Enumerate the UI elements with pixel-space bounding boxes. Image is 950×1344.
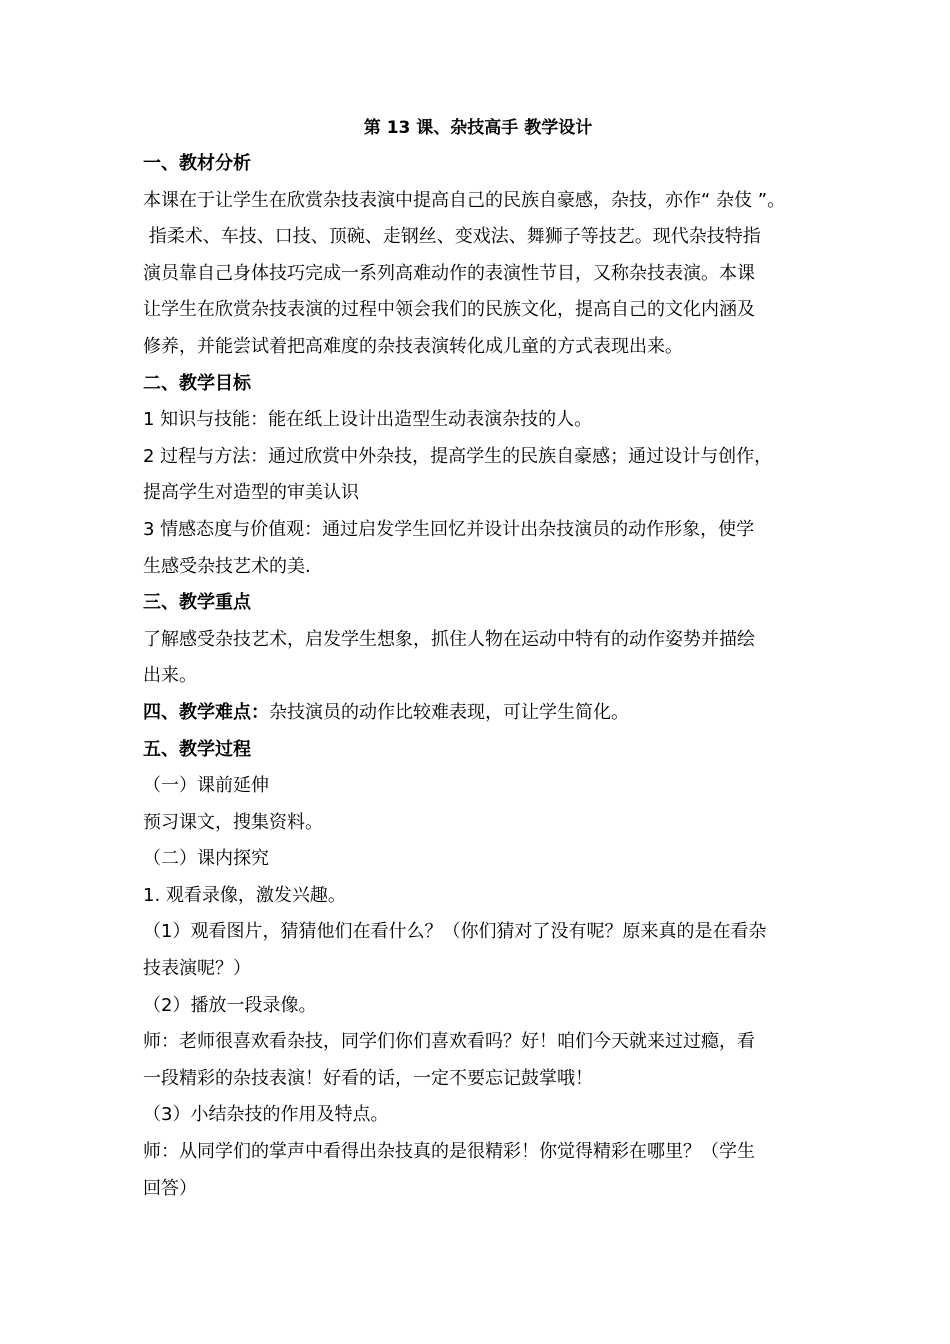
paragraph-line: 生感受杂技艺术的美. — [143, 555, 311, 577]
paragraph-line: （3）小结杂技的作用及特点。 — [143, 1104, 389, 1126]
paragraph-line: 了解感受杂技艺术，启发学生想象，抓住人物在运动中特有的动作姿势并描绘 — [143, 628, 755, 650]
section-heading-process: 五、教学过程 — [143, 738, 251, 760]
paragraph-line: 3 情感态度与价值观：通过启发学生回忆并设计出杂技演员的动作形象，使学 — [143, 518, 755, 540]
paragraph-line: 指柔术、车技、口技、顶碗、走钢丝、变戏法、舞狮子等技艺。现代杂技特指 — [143, 226, 761, 248]
paragraph-line: 本课在于让学生在欣赏杂技表演中提高自己的民族自豪感，杂技，亦作“ 杂伎 ”。 — [143, 189, 786, 211]
difficulty-line — [143, 695, 813, 732]
paragraph-line: 一段精彩的杂技表演！好看的话，一定不要忘记鼓掌哦！ — [143, 1067, 593, 1089]
paragraph-line: 2 过程与方法：通过欣赏中外杂技，提高学生的民族自豪感；通过设计与创作， — [143, 445, 773, 467]
paragraph-line: （1）观看图片，猜猜他们在看什么？（你们猜对了没有呢？原来真的是在看杂 — [143, 921, 767, 943]
paragraph-line: 回答） — [143, 1177, 197, 1199]
paragraph-line: 修养，并能尝试着把高难度的杂技表演转化成儿童的方式表现出来。 — [143, 335, 683, 357]
paragraph-line: 1. 观看录像，激发兴趣。 — [143, 884, 346, 906]
paragraph-line: 提高学生对造型的审美认识 — [143, 482, 359, 504]
paragraph-line: 师：从同学们的掌声中看得出杂技真的是很精彩！你觉得精彩在哪里？（学生 — [143, 1141, 755, 1163]
paragraph-line: 让学生在欣赏杂技表演的过程中领会我们的民族文化，提高自己的文化内涵及 — [143, 299, 755, 321]
document-page — [143, 110, 813, 1207]
paragraph-line: 出来。 — [143, 665, 197, 687]
difficulty-text: 杂技演员的动作比较难表现，可让学生简化。 — [269, 701, 629, 723]
document-title: 第 13 课、杂技高手 教学设计 — [363, 118, 593, 138]
paragraph-line: 预习课文，搜集资料。 — [143, 811, 323, 833]
paragraph-line: （2）播放一段录像。 — [143, 994, 317, 1016]
paragraph-line: （一）课前延伸 — [143, 775, 269, 797]
paragraph-line: 1 知识与技能：能在纸上设计出造型生动表演杂技的人。 — [143, 409, 593, 431]
paragraph-line: 师：老师很喜欢看杂技，同学们你们喜欢看吗？好！咱们今天就来过过瘾，看 — [143, 1031, 755, 1053]
paragraph-line: 演员靠自己身体技巧完成一系列高难动作的表演性节目，又称杂技表演。本课 — [143, 262, 755, 284]
section-heading-objectives: 二、教学目标 — [143, 372, 251, 394]
section-heading-analysis: 一、教材分析 — [143, 153, 251, 174]
section-heading-difficulty: 四、教学难点： — [143, 701, 269, 723]
section-heading-key-points: 三、教学重点 — [143, 592, 251, 614]
paragraph-line: （二）课内探究 — [143, 848, 269, 870]
paragraph-line: 技表演呢？） — [143, 958, 251, 980]
